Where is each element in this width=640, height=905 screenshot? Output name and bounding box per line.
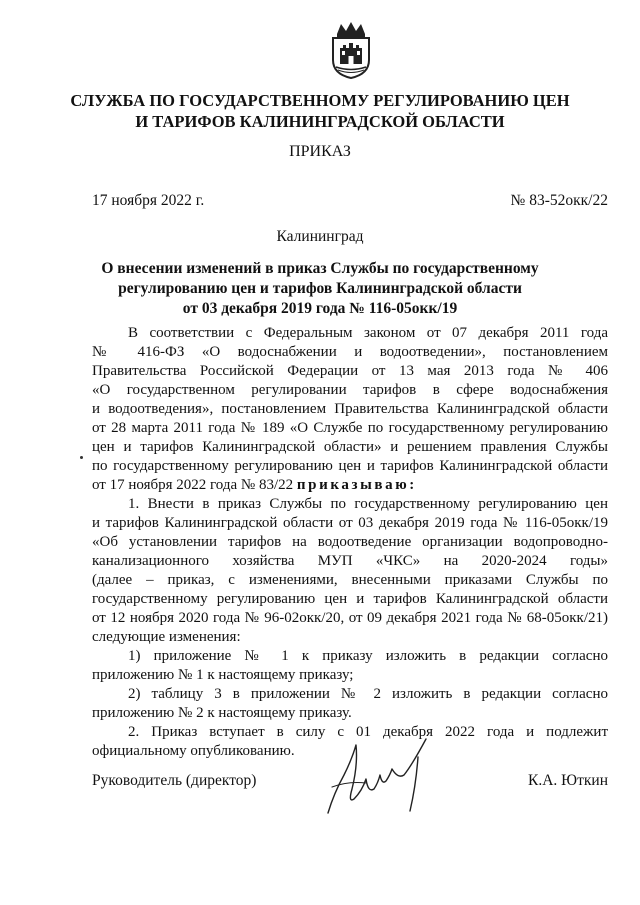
item-1-line: от 12 ноября 2020 года № 96-02окк/20, от 09 декабря 2021 года № 68-05окк/21) bbox=[92, 610, 608, 626]
subject-line-3: от 03 декабря 2019 года № 116-05окк/19 bbox=[182, 300, 458, 317]
handwritten-signature bbox=[318, 735, 438, 820]
preamble-line: В соответствии с Федеральным законом от 07 декабря 2011 года bbox=[128, 325, 608, 341]
organization-name-line-1: СЛУЖБА ПО ГОСУДАРСТВЕННОМУ РЕГУЛИРОВАНИЮ ЦЕН bbox=[70, 91, 570, 110]
item-1-line: (далее – приказ, с изменениями, внесенными приказами Службы по bbox=[92, 572, 608, 588]
preamble-line: № 416-ФЗ «О водоснабжении и водоотведении», постановлением bbox=[92, 344, 608, 360]
item-1-line: государственному регулированию цен и тарифов Калининградской области bbox=[92, 591, 608, 607]
organization-name bbox=[60, 90, 580, 132]
preamble-line: цен и тарифов Калининградской области» и решением правления Службы bbox=[92, 439, 608, 455]
sub-item-1-paragraph bbox=[92, 647, 608, 685]
item-1-line: «Об установлении тарифов на водоотведение организации водопроводно- bbox=[92, 534, 608, 550]
sub-item-1-line: приложению № 1 к настоящему приказу; bbox=[92, 667, 354, 683]
kaliningrad-coat-of-arms-icon bbox=[327, 20, 375, 80]
item-1-line: канализационного хозяйства МУП «ЧКС» на 2020-2024 годы» bbox=[92, 553, 608, 569]
order-date: 17 ноября 2022 г. bbox=[92, 192, 205, 209]
signer-name: К.А. Юткин bbox=[528, 772, 608, 789]
issue-city: Калининград bbox=[276, 228, 364, 245]
item-1-line: 1. Внести в приказ Службы по государственному регулированию цен bbox=[128, 496, 608, 512]
order-word: приказываю: bbox=[296, 477, 417, 493]
preamble-line: Правительства Российской Федерации от 13 мая 2013 года № 406 bbox=[92, 363, 608, 379]
item-2-line: 2. Приказ вступает в силу с 01 декабря 2022 года и подлежит bbox=[128, 724, 608, 740]
order-subject bbox=[60, 259, 580, 319]
preamble-line: «О государственном регулировании тарифов в сфере водоснабжения bbox=[92, 382, 608, 398]
preamble-line: и водоотведения», постановлением Правительства Калининградской области bbox=[92, 401, 608, 417]
preamble-last-line bbox=[92, 476, 608, 495]
subject-line-2: регулированию цен и тарифов Калининградской области bbox=[118, 280, 522, 297]
item-1-line: и тарифов Калининградской области от 03 декабря 2019 года № 116-05окк/19 bbox=[92, 515, 608, 531]
sub-item-1-line: 1) приложение № 1 к приказу изложить в редакции согласно bbox=[128, 648, 608, 664]
subject-line-1: О внесении изменений в приказ Службы по государственному bbox=[101, 260, 539, 277]
margin-dot bbox=[80, 456, 83, 459]
item-2-line: официальному опубликованию. bbox=[92, 743, 295, 759]
order-number: № 83-52окк/22 bbox=[510, 192, 608, 209]
sub-item-2-line: приложению № 2 к настоящему приказу. bbox=[92, 705, 352, 721]
preamble-line: от 17 ноября 2022 года № 83/22 bbox=[92, 477, 294, 493]
signer-position: Руководитель (директор) bbox=[92, 772, 257, 789]
preamble-line: по государственному регулированию цен и тарифов Калининградской области bbox=[92, 458, 608, 474]
preamble-line: от 28 марта 2011 года № 189 «О Службе по государственному регулированию bbox=[92, 420, 608, 436]
organization-name-line-2: И ТАРИФОВ КАЛИНИНГРАДСКОЙ ОБЛАСТИ bbox=[135, 112, 505, 131]
item-1-line: следующие изменения: bbox=[92, 629, 241, 645]
document-type: ПРИКАЗ bbox=[289, 143, 351, 160]
sub-item-2-line: 2) таблицу 3 в приложении № 2 изложить в редакции согласно bbox=[128, 686, 608, 702]
sub-item-2-paragraph bbox=[92, 685, 608, 723]
preamble-paragraph bbox=[92, 324, 608, 495]
order-body bbox=[92, 324, 608, 761]
item-1-paragraph bbox=[92, 495, 608, 647]
